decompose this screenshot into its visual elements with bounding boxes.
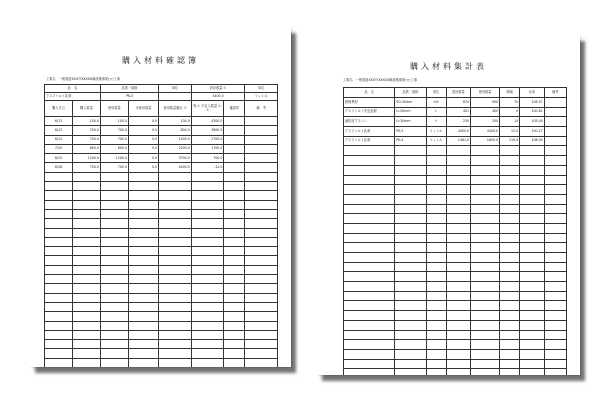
table-cell: 100.27 [520,127,545,137]
empty-table-row [45,312,278,321]
table-cell: 0.0 [128,154,158,163]
table-cell [544,98,566,108]
summary-col-header: 使用数量 [471,88,500,98]
empty-table-row [344,175,567,185]
table-cell: 700.0 [72,126,100,135]
empty-table-row [45,275,278,284]
summary-column-header-row [344,88,567,98]
empty-table-row [344,204,567,214]
summary-col-header: 品 名 [344,88,395,98]
table-cell: 100.0 [100,117,128,126]
ledger-spec-value: PK-3 [100,93,158,101]
table-cell: 4400.0 [446,127,471,137]
table-cell: 1400.0 [159,135,192,144]
table-cell: 800.0 [159,126,192,135]
summary-col-header: 設計数量 [446,88,471,98]
ledger-col-header: 確認印 [224,101,245,117]
table-cell: 0.0 [128,163,158,172]
ledger-col-header: 購入月日 [45,101,73,117]
table-cell [224,163,245,172]
ledger-project-line: 工事名 一般国道XXX号XXXXX線改築事業○○工事 [46,77,121,81]
summary-title: 購入材料集計表 [410,62,487,71]
table-cell: 70 [500,98,520,108]
empty-table-row [344,320,567,330]
table-cell: PK-3 [395,127,426,137]
empty-table-row [344,214,567,224]
table-cell [224,126,245,135]
table-cell: 0.0 [128,135,158,144]
empty-table-row [344,233,567,243]
empty-table-row [45,191,278,200]
ledger-col-header: 未使用数量 [128,101,158,117]
empty-table-row [45,330,278,339]
table-cell: 2700.0 [191,135,224,144]
table-cell: 0.0 [128,126,158,135]
ledger-unit-value: リットル [245,93,278,101]
table-cell [245,117,278,126]
table-cell [245,126,278,135]
ledger-col-header: 残 ① 不足入数量 ①-② [191,101,224,117]
table-cell: 3600.0 [191,126,224,135]
empty-table-row [45,237,278,246]
table-cell: 4400.0 [159,163,192,172]
table-cell: 14 [500,117,520,127]
empty-table-row [344,311,567,321]
ledger-header-row-labels [45,85,278,93]
table-cell: 3700.0 [159,154,192,163]
table-cell: 1200.0 [100,154,128,163]
table-cell: t [426,117,446,127]
table-cell: 2200.0 [159,144,192,153]
table-row [344,117,567,127]
table-cell: 12.0 [500,127,520,137]
table-cell [224,144,245,153]
empty-table-row [45,172,278,181]
empty-table-row [344,330,567,340]
table-cell: -12.0 [191,163,224,172]
summary-col-header: 比率 [520,88,545,98]
table-cell: 100.62 [520,107,545,117]
empty-table-row [344,349,567,359]
empty-table-row [344,165,567,175]
table-cell: 700.0 [100,126,128,135]
confirmation-ledger-table [44,84,278,367]
ledger-header-row-values [45,93,278,101]
table-row [45,117,278,126]
table-cell: 100.0 [159,117,192,126]
empty-table-row [344,340,567,350]
empty-table-row [45,256,278,265]
ledger-title: 購入材料確認簿 [122,56,199,65]
table-cell: 鉄筋異形 [344,98,395,108]
table-cell: 7/25 [45,144,73,153]
table-cell: 400 [471,107,500,117]
empty-table-row [344,301,567,311]
table-cell: 100.0 [72,117,100,126]
empty-table-row [45,293,278,302]
summary-table-sheet [317,35,580,375]
table-cell [544,117,566,127]
empty-table-row [45,321,278,330]
table-cell: 800.0 [100,144,128,153]
table-row [45,126,278,135]
summary-col-header: 品質・規格 [395,88,426,98]
table-cell: アスファルト乳剤 [344,127,395,137]
table-cell: 6/13 [45,117,73,126]
ledger-col-header: 購入数量 [72,101,100,117]
table-cell: 8/15 [45,154,73,163]
table-cell: 4300.0 [191,117,224,126]
table-cell [245,163,278,172]
empty-table-row [45,228,278,237]
table-cell: 108.57 [520,98,545,108]
table-cell: 230 [446,117,471,127]
table-cell: アスファルト乳剤 [344,136,395,146]
empty-table-row [344,369,567,375]
empty-table-row [344,262,567,272]
summary-col-header: 増減 [500,88,520,98]
table-cell [224,135,245,144]
empty-table-row [344,359,567,369]
table-cell: 6/14 [45,135,73,144]
summary-col-header: 単位 [426,88,446,98]
table-row [45,144,278,153]
ledger-name-value: アスファルト乳剤 [45,93,101,101]
empty-table-row [45,200,278,209]
table-cell [245,135,278,144]
table-cell: 1481.0 [446,136,471,146]
table-cell: t=50mm [395,107,426,117]
empty-table-row [45,182,278,191]
empty-table-row [45,349,278,358]
table-cell: 900 [471,98,500,108]
table-cell [224,154,245,163]
table-cell: 200 [471,117,500,127]
table-cell: 6/13 [45,126,73,135]
ledger-col-header: 使用数量累計 ② [159,101,192,117]
table-cell: 8/28 [45,163,73,172]
ledger-col-header: 備 考 [245,101,278,117]
table-cell: 800.0 [72,144,100,153]
table-row [45,135,278,144]
table-cell: 4400.0 [471,127,500,137]
empty-table-row [344,146,567,156]
ledger-col-header: 使用数量 [100,101,128,117]
table-cell: m3 [426,98,446,108]
table-cell: 870 [446,98,471,108]
table-cell: リットル [426,127,446,137]
empty-table-row [45,284,278,293]
table-row [344,127,567,137]
ledger-name-label: 品 名 [45,85,101,93]
table-cell: SD-30mm [395,98,426,108]
table-cell: 700.0 [100,163,128,172]
ledger-unit-price-label: 単位 [245,85,278,93]
table-row [45,163,278,172]
confirmation-ledger-sheet [30,27,291,367]
table-row [344,98,567,108]
empty-table-row [45,219,278,228]
ledger-spec-label: 品質・規格 [100,85,158,93]
table-cell: 105.00 [520,117,545,127]
empty-table-row [344,272,567,282]
empty-table-row [45,247,278,256]
table-cell [544,107,566,117]
table-cell: 401 [446,107,471,117]
ledger-unit-label: 単位 [159,85,192,93]
empty-table-row [344,291,567,301]
table-row [344,136,567,146]
summary-col-header: 備考 [544,88,566,98]
ledger-design-label: 設計数量 ① [191,85,245,93]
table-cell: 700.0 [72,163,100,172]
empty-table-row [344,282,567,292]
table-cell [544,136,566,146]
empty-table-row [344,223,567,233]
table-cell: 0 [500,107,520,117]
ledger-column-header-row [45,101,278,117]
table-cell [224,117,245,126]
table-cell: t=30mm [395,117,426,127]
empty-table-row [45,302,278,311]
table-cell [544,127,566,137]
empty-table-row [344,185,567,195]
empty-table-row [45,265,278,274]
empty-table-row [344,243,567,253]
table-cell: 119.0 [500,136,520,146]
empty-table-row [344,156,567,166]
table-cell: 1200.0 [72,154,100,163]
table-cell [245,144,278,153]
table-row [344,107,567,117]
empty-table-row [344,194,567,204]
table-cell [245,154,278,163]
summary-table [343,87,567,375]
table-cell: 700.0 [72,135,100,144]
table-cell: アスファルト安定処理 [344,107,395,117]
table-cell: PK-4 [395,136,426,146]
table-cell: 細粒度アスコン [344,117,395,127]
table-cell: 700.0 [100,135,128,144]
table-cell: 1600.0 [471,136,500,146]
table-cell: 0.0 [128,144,158,153]
ledger-design-value: 4400.0 [191,93,245,101]
empty-table-row [344,253,567,263]
table-row [45,154,278,163]
table-cell: 108.04 [520,136,545,146]
table-cell: 0.0 [128,117,158,126]
empty-table-row [45,340,278,349]
table-cell: リットル [426,136,446,146]
table-cell: 700.0 [191,154,224,163]
empty-table-row [45,209,278,218]
summary-project-line: 工事名 一般国道XXX号XXXXX線改築事業○○工事 [343,78,418,82]
table-cell: 1700.0 [191,144,224,153]
table-cell: t [426,107,446,117]
empty-table-row [45,358,278,367]
